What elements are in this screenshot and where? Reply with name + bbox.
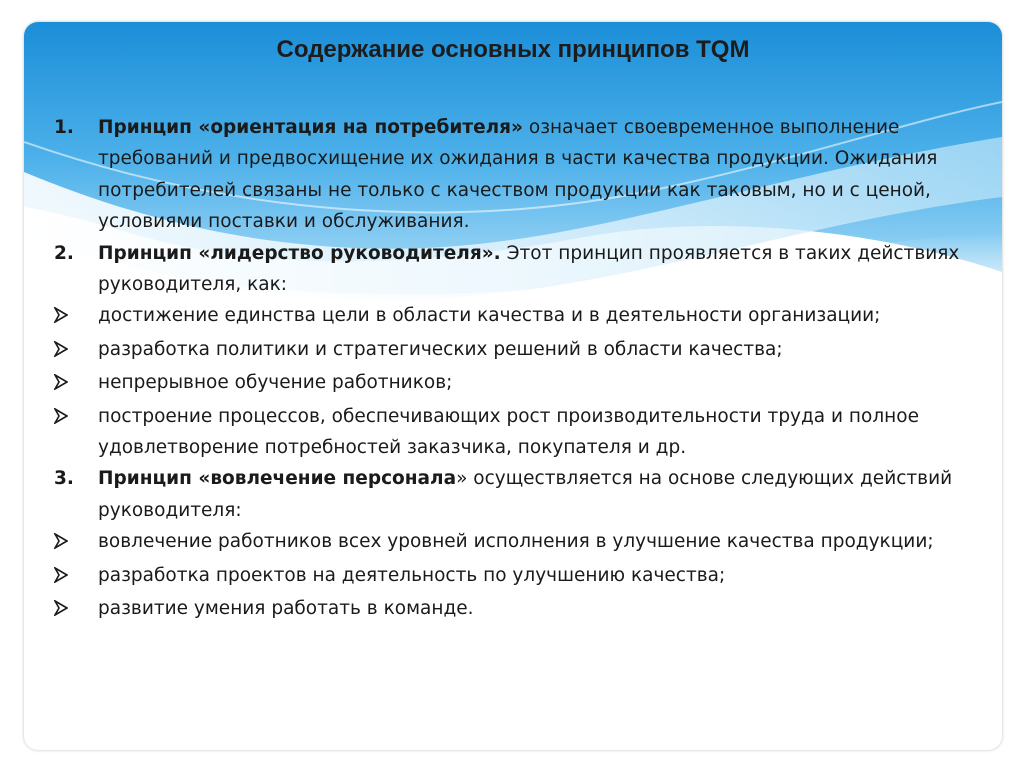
list-item xyxy=(54,401,974,464)
list-item xyxy=(54,112,974,238)
list-item xyxy=(54,300,974,333)
list-item-text: достижение единства цели в области качества и в деятельности организации; xyxy=(98,305,881,327)
list-item xyxy=(54,560,974,593)
list-item xyxy=(54,334,974,367)
list-item-text: разработка проектов на деятельность по улучшению качества; xyxy=(98,564,726,586)
list-item-text: построение процессов, обеспечивающих рост производительности труда и полное удовлетворение потребностей заказчика, покупателя и др. xyxy=(98,405,919,459)
arrow-bullet-icon xyxy=(54,374,68,390)
list-item xyxy=(54,593,974,626)
list-item-text: развитие умения работать в команде. xyxy=(98,598,474,620)
arrow-bullet-icon xyxy=(54,600,68,616)
list-item xyxy=(54,367,974,400)
list-number: 2. xyxy=(54,242,74,264)
list-item-text: непрерывное обучение работников; xyxy=(98,372,453,394)
arrow-bullet-icon xyxy=(54,567,68,583)
list-item-text xyxy=(98,463,974,526)
principle-name: Принцип «лидерство руководителя». xyxy=(98,242,501,264)
list-number: 1. xyxy=(54,117,74,138)
principle-description: означает своевременное выполнение требований и предвосхищение их ожидания в части качества продукции. Ожидания потребителей связаны не только с качеством продукции как таковым, но и с ценой, условиями поставки и обслуживания. xyxy=(98,117,938,233)
principles-list xyxy=(54,112,974,627)
list-item xyxy=(54,463,974,526)
slide xyxy=(24,22,1002,750)
list-item-text xyxy=(98,112,974,238)
arrow-bullet-icon xyxy=(54,307,68,323)
arrow-bullet-icon xyxy=(54,408,68,424)
list-number: 3. xyxy=(54,468,74,490)
principle-description: » осуществляется на основе следующих действий руководителя: xyxy=(98,468,953,521)
list-item xyxy=(54,238,974,301)
principle-name: Принцип «ориентация на потребителя» xyxy=(98,117,524,138)
principle-description: Этот принцип проявляется в таких действиях руководителя, как: xyxy=(98,242,960,296)
principle-name: Принцип «вовлечение персонала xyxy=(98,468,457,490)
list-item xyxy=(54,526,974,559)
list-item-text xyxy=(98,238,974,301)
arrow-bullet-icon xyxy=(54,341,68,357)
list-item-text: вовлечение работников всех уровней исполнения в улучшение качества продукции; xyxy=(98,531,934,553)
list-item-text: разработка политики и стратегических решений в области качества; xyxy=(98,338,783,360)
slide-title: Содержание основных принципов TQM xyxy=(276,36,750,63)
arrow-bullet-icon xyxy=(54,533,68,549)
